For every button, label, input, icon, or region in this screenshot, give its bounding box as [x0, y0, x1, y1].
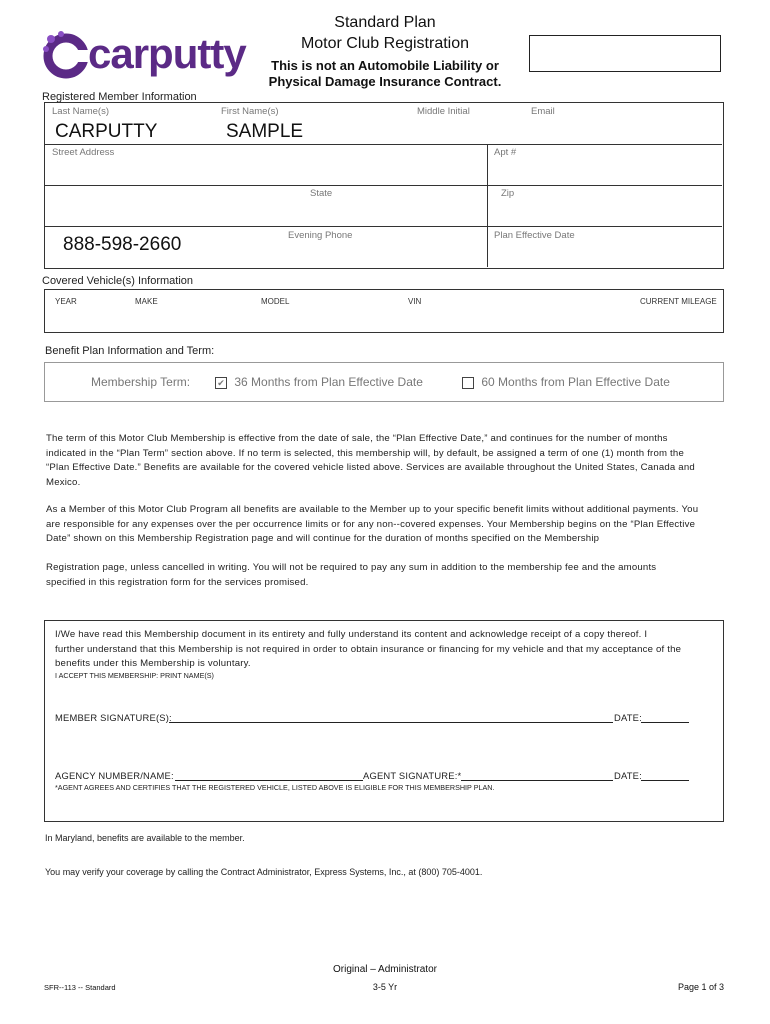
maryland-note: In Maryland, benefits are available to the member.	[45, 833, 245, 843]
accept-print-name: I ACCEPT THIS MEMBERSHIP: PRINT NAME(S)	[55, 671, 214, 680]
member-date-line[interactable]	[641, 722, 689, 723]
vehicle-section-title: Covered Vehicle(s) Information	[42, 275, 194, 287]
col-year: YEAR	[55, 297, 77, 306]
p1-line1: The term of this Motor Club Membership is effective from the date of sale, the “Plan Effective Date,” and continues for the number of months	[46, 433, 668, 444]
p1-line3: “Plan Effective Date.” Benefits are available for the covered vehicle listed above. Services are available throughout the United States, Canada and	[46, 462, 695, 473]
member-signature-label: MEMBER SIGNATURE(S):	[55, 712, 172, 723]
member-divider-3	[44, 226, 722, 227]
p1-line4: Mexico.	[46, 476, 81, 488]
first-name-label: First Name(s)	[221, 106, 279, 117]
checkbox-checked-icon[interactable]: ✔	[215, 377, 227, 389]
zip-label: Zip	[501, 188, 515, 199]
phone-field[interactable]: 888-598-2660	[63, 234, 182, 255]
email-label: Email	[531, 106, 555, 117]
p1-line2: indicated in the “Plan Term” section above. If no term is selected, this membership will, by default, be assigned a term of one (1) month from the	[46, 447, 684, 459]
logo-text: carputty	[88, 30, 246, 77]
middle-initial-label: Middle Initial	[417, 106, 470, 117]
checkbox-empty-icon[interactable]	[462, 377, 474, 389]
footer-form-id: SFR-‐113 -‐ Standard	[44, 983, 116, 992]
p2-line3: Date” shown on this Membership Registration page and will continue for the duration of months specified on the Membership	[46, 533, 600, 544]
p2-line1: As a Member of this Motor Club Program all benefits are available to the Member up to your specific benefit limits without additional payments. You	[46, 504, 699, 515]
p3-line2: specified in this registration form for the services promised.	[46, 576, 309, 588]
street-address-label: Street Address	[52, 147, 115, 158]
evening-phone-label: Evening Phone	[288, 230, 353, 241]
member-vdivider	[487, 144, 488, 267]
agent-note: *AGENT AGREES AND CERTIFIES THAT THE REGISTERED VEHICLE, LISTED ABOVE IS ELIGIBLE FOR THIS MEMBERSHIP PLAN.	[55, 783, 495, 792]
page-number: Page 1 of 3	[678, 982, 725, 992]
p2-line2: are responsible for any expenses over the per occurrence limits or for any non-‐covered expenses. Your Membership begins on the “Plan Effective	[46, 518, 696, 530]
p3-line1: Registration page, unless cancelled in writing. You will not be required to pay any sum in addition to the membership fee and the amounts	[46, 562, 657, 573]
member-divider-2	[44, 185, 722, 186]
agent-signature-label: AGENT SIGNATURE:*	[363, 770, 462, 781]
registration-paragraph	[46, 561, 726, 590]
id-box[interactable]	[529, 35, 721, 72]
term-paragraph	[46, 432, 726, 490]
first-name-field[interactable]: SAMPLE	[226, 121, 304, 142]
verify-note: You may verify your coverage by calling the Contract Administrator, Express Systems, Inc., at (800) 705-4001.	[45, 867, 483, 877]
ack-line2: further understand that this Membership is not required in order to obtain insurance or financing for my vehicle and that my acceptance of the	[55, 643, 682, 655]
acknowledge-text	[55, 628, 720, 672]
col-make: MAKE	[135, 297, 158, 306]
ack-line1: I/We have read this Membership document in its entirety and fully understand its content and acknowledge receipt of a copy thereof. I	[55, 629, 648, 640]
carputty-logo-icon	[40, 28, 92, 80]
last-name-field[interactable]: CARPUTTY	[55, 121, 158, 142]
vehicle-box	[44, 289, 724, 333]
agency-label: AGENCY NUMBER/NAME:	[55, 770, 174, 781]
option-36-months[interactable]	[215, 375, 423, 389]
subtitle-line1: This is not an Automobile Liability or	[271, 58, 499, 73]
col-current-mileage: CURRENT MILEAGE	[640, 297, 717, 306]
footer-original: Original – Administrator	[333, 964, 437, 975]
option-60-months[interactable]	[462, 375, 670, 389]
agent-date-line[interactable]	[641, 780, 689, 781]
benefits-paragraph	[46, 503, 726, 547]
footer-term: 3-5 Yr	[372, 982, 398, 992]
plan-effective-date-label: Plan Effective Date	[494, 230, 575, 241]
ack-line3: benefits under this Membership is voluntary.	[55, 658, 251, 669]
col-model: MODEL	[261, 297, 290, 306]
col-vin: VIN	[408, 297, 422, 306]
option-60-label: 60 Months from Plan Effective Date	[481, 375, 670, 389]
agency-line[interactable]	[175, 780, 363, 781]
title-line2: Motor Club Registration	[300, 35, 470, 52]
benefit-section-title: Benefit Plan Information and Term:	[45, 345, 215, 357]
apt-label: Apt #	[494, 147, 517, 158]
agent-date-label: DATE:	[614, 770, 642, 781]
option-36-label: 36 Months from Plan Effective Date	[234, 375, 423, 389]
member-date-label: DATE:	[614, 712, 642, 723]
member-signature-line[interactable]	[169, 722, 613, 723]
last-name-label: Last Name(s)	[52, 106, 110, 117]
state-label: State	[310, 188, 333, 199]
member-divider-1	[44, 144, 722, 145]
agent-signature-line[interactable]	[461, 780, 613, 781]
membership-term-label: Membership Term:	[91, 375, 191, 389]
subtitle-line2: Physical Damage Insurance Contract.	[268, 74, 502, 89]
member-section-title: Registered Member Information	[42, 91, 197, 103]
carputty-logo	[40, 28, 246, 80]
title-line1: Standard Plan	[334, 14, 436, 31]
